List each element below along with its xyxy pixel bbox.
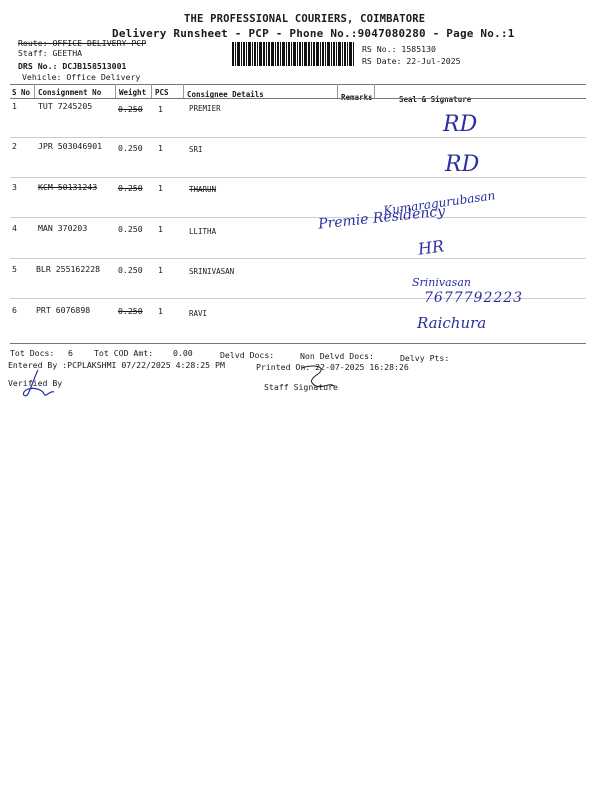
col-header-pcs: PCS (155, 88, 169, 97)
row2-sno: 2 (12, 141, 17, 151)
col-header-sno: S No (12, 88, 31, 97)
col-divider (374, 84, 375, 98)
vehicle-label: Vehicle: Office Delivery (22, 72, 141, 82)
col-header-weight: Weight (119, 88, 147, 97)
rs-date: RS Date: 22-Jul-2025 (362, 56, 461, 66)
tot-cod-label: Tot COD Amt: (94, 348, 154, 358)
row-rule (10, 217, 586, 218)
col-divider (115, 84, 116, 98)
row1-weight: 0.250 (118, 104, 143, 114)
tot-docs-value: 6 (68, 348, 73, 358)
row3-consignee: THARUN (189, 185, 217, 194)
row2-consignment: JPR 503046901 (38, 141, 103, 151)
handwritten-phone-row5: 7677792223 (424, 290, 524, 306)
row3-pcs: 1 (158, 183, 163, 193)
row-rule (10, 258, 586, 259)
col-header-remarks: Remarks (341, 93, 373, 102)
table-top-rule (10, 84, 586, 85)
row-rule (10, 137, 586, 138)
delvd-docs-label: Delvd Docs: (220, 350, 275, 360)
staff-label: Staff: GEETHA (18, 48, 83, 58)
col-header-seal: Seal & Signature (399, 95, 472, 104)
row1-consignment: TUT 7245205 (38, 101, 93, 111)
route-label: Route: OFFICE DELIVERY PCP (18, 38, 147, 48)
col-header-consignee: Consignee Details (187, 90, 264, 99)
row2-pcs: 1 (158, 143, 163, 153)
col-divider (34, 84, 35, 98)
handwritten-signature-row1: RD (443, 112, 478, 137)
company-name: THE PROFESSIONAL COURIERS, COIMBATORE (184, 13, 426, 25)
table-bottom-rule (10, 343, 586, 344)
row1-sno: 1 (12, 101, 17, 111)
non-delvd-docs-label: Non Delvd Docs: (300, 351, 374, 361)
entered-by: Entered By :PCPLAKSHMI 07/22/2025 4:28:25 PM (8, 360, 225, 370)
col-divider (151, 84, 152, 98)
tot-cod-value: 0.00 (173, 348, 193, 358)
row1-pcs: 1 (158, 104, 163, 114)
row2-consignee: SRI (189, 145, 203, 154)
row4-consignment: MAN 370203 (38, 223, 88, 233)
row6-sno: 6 (12, 305, 17, 315)
verified-signature-scribble (20, 368, 60, 400)
row-rule (10, 177, 586, 178)
printed-on: Printed On: 22-07-2025 16:28:26 (256, 362, 409, 372)
row5-consignee: SRINIVASAN (189, 267, 235, 276)
row6-pcs: 1 (158, 306, 163, 316)
col-divider (183, 84, 184, 98)
row1-consignee: PREMIER (189, 104, 221, 113)
row4-pcs: 1 (158, 224, 163, 234)
handwritten-signature-row2: RD (445, 152, 480, 177)
col-divider (337, 84, 338, 98)
row3-weight: 0.250 (118, 183, 143, 193)
row5-consignment: BLR 255162228 (36, 264, 101, 274)
row6-consignment: PRT 6076898 (36, 305, 91, 315)
handwritten-name-row5: Srinivasan (412, 276, 471, 289)
row4-weight: 0.250 (118, 224, 143, 234)
table-header-rule (10, 98, 586, 99)
tot-docs-label: Tot Docs: (10, 348, 55, 358)
handwritten-note-line1: Kumaragurubasan (382, 188, 497, 218)
row2-weight: 0.250 (118, 143, 143, 153)
col-header-consignment: Consignment No (38, 88, 102, 97)
verified-by-label: Verified By (8, 378, 63, 388)
drs-number: DRS No.: DCJB158513001 (18, 61, 127, 71)
row4-sno: 4 (12, 223, 17, 233)
row3-consignment: KCM 50131243 (38, 182, 98, 192)
handwritten-signature-row4: HR (416, 236, 446, 259)
row6-weight: 0.250 (118, 306, 143, 316)
row4-consignee: LLITHA (189, 227, 217, 236)
row5-weight: 0.250 (118, 265, 143, 275)
runsheet-subtitle: Delivery Runsheet - PCP - Phone No.:9047080280 - Page No.:1 (112, 27, 515, 40)
row3-sno: 3 (12, 182, 17, 192)
handwritten-signature-row6: Raichura (417, 314, 487, 332)
barcode-image (232, 42, 354, 66)
row6-consignee: RAVI (189, 309, 208, 318)
handwritten-note-line2: Premie Residency (317, 203, 446, 233)
staff-signature-label: Staff Signature (264, 382, 338, 392)
row5-pcs: 1 (158, 265, 163, 275)
rs-number: RS No.: 1585130 (362, 44, 436, 54)
row5-sno: 5 (12, 264, 17, 274)
delvy-pts-label: Delvy Pts: (400, 353, 450, 363)
staff-signature-scribble (298, 362, 338, 392)
